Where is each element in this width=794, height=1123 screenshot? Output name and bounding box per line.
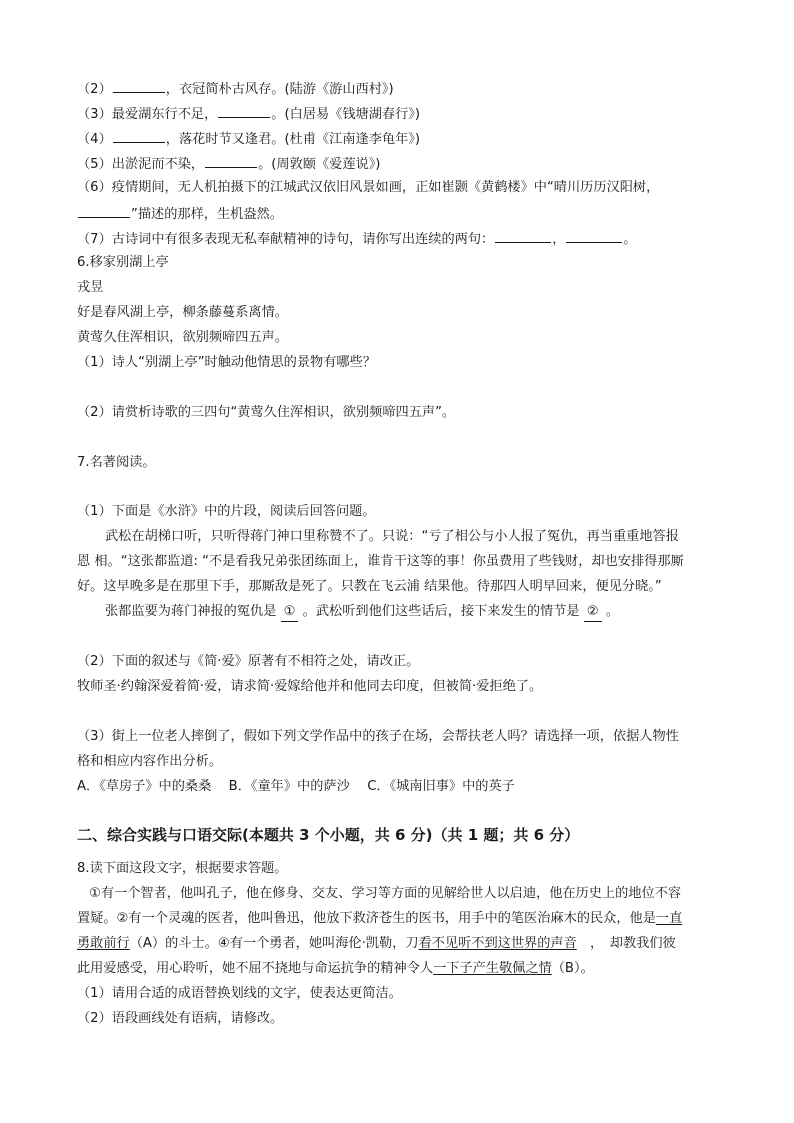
passage-text: （A）的斗士。④有一个勇者，她叫海伦·凯勒，刀 — [129, 936, 419, 951]
passage-line-3: 好。这早晚多是在那里下手，那厮敌是死了。只教在飞云浦 结果他。待那四人明早回来，便见分晓。” — [77, 579, 662, 594]
q5-item-3-text: 。(白居易《钱塘湖春行》) — [271, 107, 421, 122]
q7-sub-question-2: （2）下面的叙述与《简·爱》原著有不相符之处，请改正。 — [77, 654, 420, 669]
q7-title: 7.名著阅读。 — [77, 455, 156, 470]
q5-item-4-text: ，落花时节又逢君。(杜甫《江南逢李龟年》) — [165, 132, 421, 147]
q7-sub-question-3-line2: 格和相应内容作出分析。 — [77, 754, 223, 769]
q7-sub-question-2-text: 牧师圣·约翰深爱着简·爱，请求简·爱嫁给他并和他同去印度，但被简·爱拒绝了。 — [77, 679, 543, 694]
poem-line-2: 黄莺久住浑相识，欲别频啼四五声。 — [77, 330, 288, 345]
q5-item-5-text: 。(周敦颐《爱莲说》) — [258, 157, 381, 172]
answer-blank[interactable] — [113, 79, 165, 93]
q5-item-5 — [77, 154, 380, 174]
passage-text: 置疑。②有一个灵魂的医者，他叫鲁迅，他放下救济苍生的医书，用手中的笔医治麻木的民众，他是 — [77, 911, 656, 926]
answer-blank-2[interactable]: ② — [584, 603, 602, 622]
question-text: 。 — [601, 604, 620, 619]
q8-passage-line-1: ①有一个智者，他叫孔子，他在修身、交友、学习等方面的见解给世人以启迪，他在历史上的地位不容 — [89, 886, 682, 901]
q8-sub-question-1: （1）请用合适的成语替换划线的文字，使表达更简洁。 — [77, 986, 402, 1001]
answer-blank[interactable] — [218, 104, 270, 118]
question-text: 。武松听到他们这些话后，接下来发生的情节是 — [298, 604, 584, 619]
q7-options: A．《草房子》中的桑桑 B．《童年》中的萨沙 C．《城南旧事》中的英子 — [77, 779, 515, 794]
q5-item-6-line2 — [77, 204, 283, 224]
answer-blank[interactable] — [495, 229, 551, 243]
q5-item-4-prefix: （4） — [77, 132, 112, 147]
underlined-phrase-b: 一下子产生敬佩之情 — [433, 961, 552, 976]
q6-sub-question-1: （1）诗人“别湖上亭”时触动他情思的景物有哪些？ — [77, 355, 376, 370]
answer-blank[interactable] — [113, 129, 165, 143]
q5-item-5-prefix: （5）出淤泥而不染， — [77, 157, 205, 172]
q5-item-6-text: ”描述的那样，生机盎然。 — [131, 207, 283, 222]
underlined-sentence: 看不见听不到这世界的声音 — [418, 936, 577, 951]
poem-author: 戎昱 — [77, 280, 104, 295]
q5-item-7-comma: ， — [552, 232, 566, 247]
passage-text: ， 却教我们彼 — [576, 936, 676, 951]
passage-line-1: 武松在胡梯口听，只听得蒋门神口里称赞不了。只说：“亏了相公与小人报了冤仇，再当重重地答报 — [105, 529, 679, 544]
poem-line-1: 好是春风湖上亭，柳条藤蔓系离情。 — [77, 305, 288, 320]
passage-line-2: 恩 相。“这张都监道: “不是看我兄弟张团练面上，谁肯干这等的事！你虽费用了些钱财，却也安排得那厮 — [77, 554, 684, 569]
underlined-phrase-a: 一直 — [655, 911, 683, 926]
q8-passage-line-2 — [77, 910, 682, 928]
passage-text: （B）。 — [551, 961, 594, 976]
passage-text: 此用爱感受，用心聆听，她不屈不挠地与命运抗争的精神令人 — [77, 961, 434, 976]
q7-sub-question-1: （1）下面是《水浒》中的片段，阅读后回答问题。 — [77, 504, 376, 519]
q5-item-2-text: ，衣冠简朴古风存。(陆游《游山西村》) — [165, 82, 394, 97]
q7-sub-question-3-line1: （3）街上一位老人摔倒了，假如下列文学作品中的孩子在场，会帮扶老人吗？请选择一项，依据人物性 — [77, 729, 679, 744]
q5-item-7 — [77, 229, 637, 249]
q5-item-6-line1: （6）疫情期间，无人机拍摄下的江城武汉依旧风景如画，正如崔颢《黄鹤楼》中“晴川历历汉阳树， — [77, 180, 660, 195]
q8-passage-line-3 — [77, 935, 676, 953]
section-heading: 二、综合实践与口语交际(本题共 3 个小题，共 6 分)（共 1 题；共 6 分） — [77, 826, 580, 844]
answer-blank-1[interactable]: ① — [281, 603, 299, 622]
question-text: 张都监要为蒋门神报的冤仇是 — [105, 604, 281, 619]
q5-item-2 — [77, 79, 394, 99]
q5-item-7-end: 。 — [623, 232, 637, 247]
q5-item-2-prefix: （2） — [77, 82, 112, 97]
q5-item-3-prefix: （3）最爱湖东行不足， — [77, 107, 218, 122]
answer-blank[interactable] — [566, 229, 622, 243]
q5-item-4 — [77, 129, 420, 149]
answer-blank[interactable] — [205, 154, 257, 168]
q5-item-7-prefix: （7）古诗词中有很多表现无私奉献精神的诗句，请你写出连续的两句： — [77, 232, 495, 247]
q5-item-3 — [77, 104, 420, 124]
underlined-phrase-a: 勇敢前行 — [77, 936, 130, 951]
q8-passage-line-4 — [77, 960, 594, 978]
passage-question-line — [105, 603, 619, 622]
q8-sub-question-2: （2）语段画线处有语病，请修改。 — [77, 1011, 284, 1026]
q8-title: 8.读下面这段文字，根据要求答题。 — [77, 861, 288, 876]
answer-blank[interactable] — [78, 204, 130, 218]
q6-title: 6.移家别湖上亭 — [77, 255, 169, 270]
q6-sub-question-2: （2）请赏析诗歌的三四句“黄莺久住浑相识，欲别频啼四五声”。 — [77, 405, 456, 420]
